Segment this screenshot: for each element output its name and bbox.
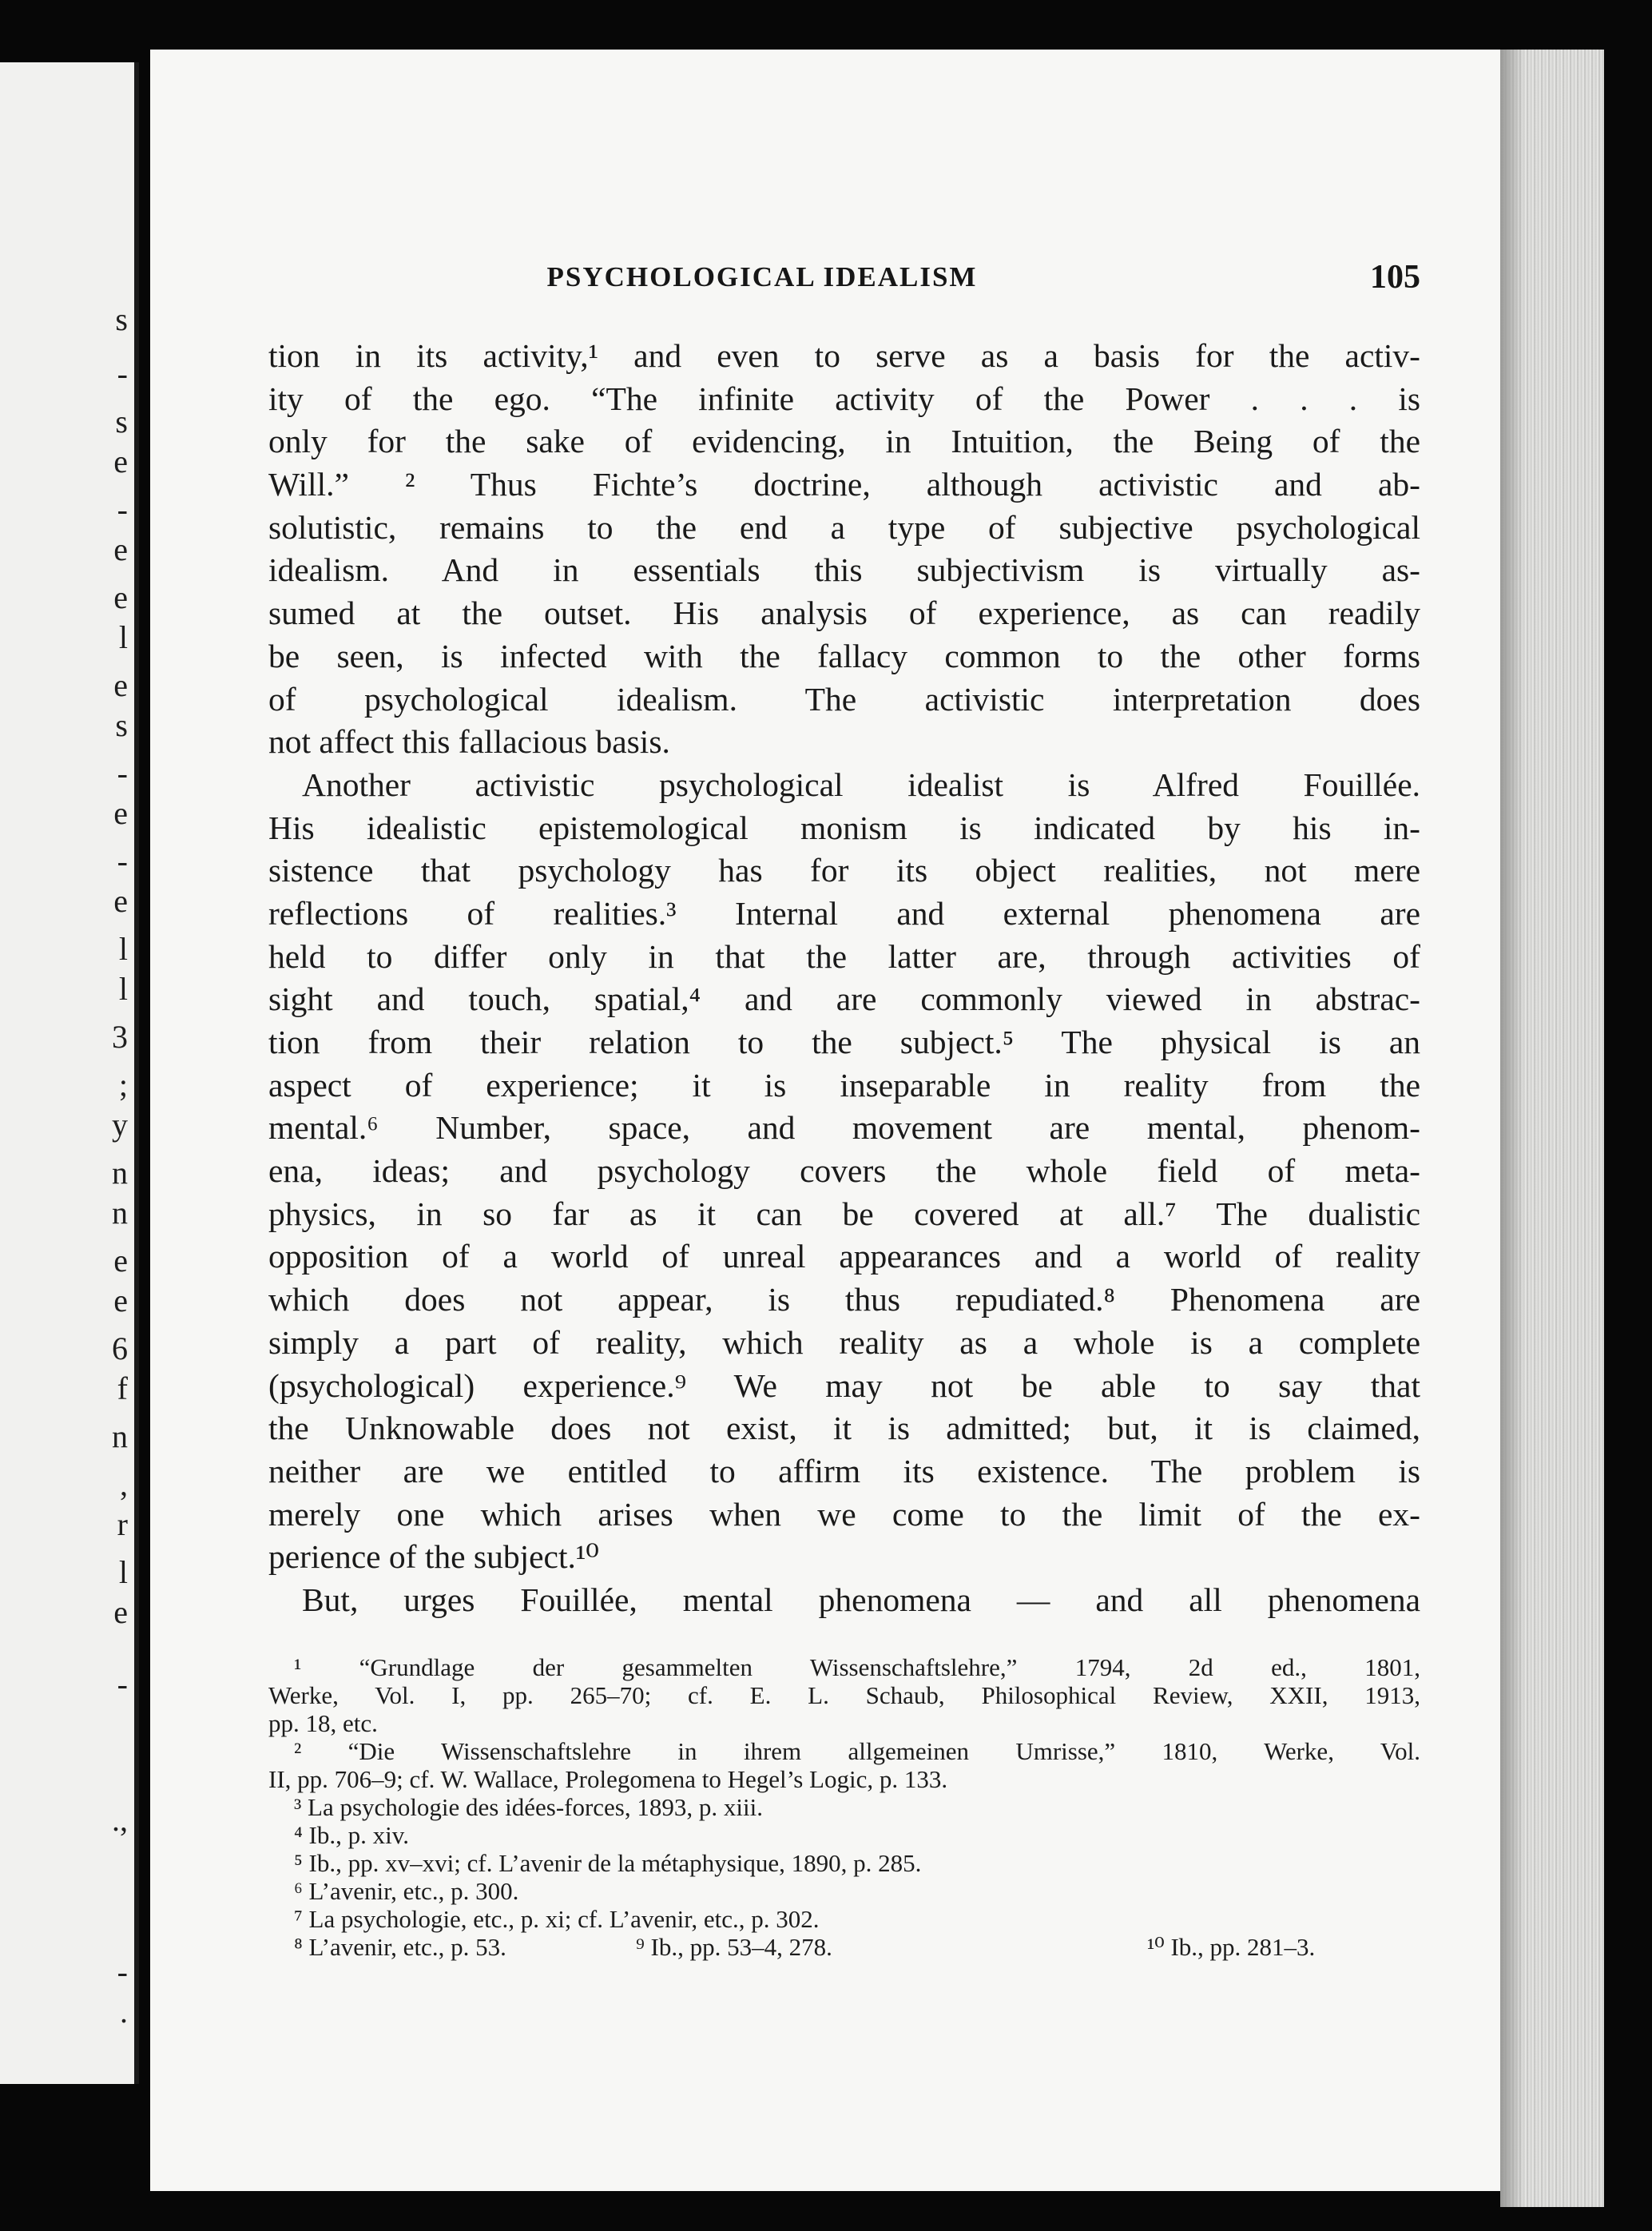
facing-page-char: - <box>117 1666 128 1702</box>
facing-page-char: . <box>120 1994 128 2030</box>
facing-page-char: e <box>113 1283 128 1318</box>
text-line: solutistic, remains to the end a type of subjective psychological <box>268 508 1420 546</box>
text-line: His idealistic epistemological monism is indicated by his in- <box>268 809 1420 846</box>
text-line: ity of the ego. “The infinite activity of the Power . . . is <box>268 380 1420 417</box>
text-line: be seen, is infected with the fallacy common to the other forms <box>268 637 1420 674</box>
facing-page-char: e <box>113 443 128 479</box>
footnote-9: ⁹ Ib., pp. 53–4, 278. <box>636 1933 832 1961</box>
facing-page-char: l <box>118 971 128 1007</box>
facing-page-char: e <box>113 883 128 919</box>
footnotes <box>268 1653 1420 1961</box>
text-line: simply a part of reality, which reality as a whole is a complete <box>268 1323 1420 1361</box>
text-line: sumed at the outset. His analysis of experience, as can readily <box>268 595 1420 632</box>
text-line: ena, ideas; and psychology covers the whole field of meta- <box>268 1152 1420 1190</box>
facing-page-char: - <box>117 1954 128 1990</box>
facing-page-char: ., <box>112 1802 128 1838</box>
facing-page-char: l <box>118 931 128 967</box>
book-page <box>150 50 1500 2191</box>
facing-page-char: r <box>117 1506 128 1542</box>
facing-page-char: ; <box>118 1067 128 1103</box>
page-stack-edge <box>1500 50 1604 2207</box>
text-line: held to differ only in that the latter are, through activities of <box>268 937 1420 975</box>
text-line: reflections of realities.³ Internal and external phenomena are <box>268 894 1420 932</box>
text-line: which does not appear, is thus repudiated.⁸ Phenomena are <box>268 1281 1420 1318</box>
running-head-title: PSYCHOLOGICAL IDEALISM <box>546 261 978 292</box>
text-line: Will.” ² Thus Fichte’s doctrine, although activistic and ab- <box>268 466 1420 503</box>
footnote-10: ¹⁰ Ib., pp. 281–3. <box>1147 1933 1316 1961</box>
facing-page-char: 6 <box>112 1330 128 1366</box>
facing-page-char: l <box>118 1554 128 1590</box>
facing-page-char: s <box>115 301 128 337</box>
facing-page-char: e <box>113 1594 128 1630</box>
facing-page-char: n <box>112 1195 128 1231</box>
text-line: Another activistic psychological idealist is Alfred Fouillée. <box>302 766 1420 803</box>
footnote-line: ¹ “Grundlage der gesammelten Wissenschaftslehre,” 1794, 2d ed., 1801, <box>294 1653 1420 1681</box>
footnote-row <box>268 1933 1420 1961</box>
facing-page-char: - <box>117 491 128 527</box>
text-line: only for the sake of evidencing, in Intuition, the Being of the <box>268 423 1420 460</box>
facing-page-char: - <box>117 356 128 392</box>
text-line: tion in its activity,¹ and even to serve as a basis for the activ- <box>268 337 1420 374</box>
facing-page-char: e <box>113 531 128 567</box>
footnote-line: pp. 18, etc. <box>268 1709 378 1737</box>
footnote-line: ³ La psychologie des idées-forces, 1893, p. xiii. <box>294 1793 763 1821</box>
footnote-line: ⁷ La psychologie, etc., p. xi; cf. L’avenir, etc., p. 302. <box>294 1905 820 1933</box>
text-line: physics, in so far as it can be covered at all.⁷ The dualistic <box>268 1195 1420 1232</box>
facing-page-char: l <box>118 619 128 655</box>
text-line: neither are we entitled to affirm its existence. The problem is <box>268 1452 1420 1489</box>
text-line: of psychological idealism. The activistic interpretation does <box>268 680 1420 718</box>
footnote-line: II, pp. 706–9; cf. W. Wallace, Prolegomena to Hegel’s Logic, p. 133. <box>268 1765 948 1793</box>
text-line: idealism. And in essentials this subjectivism is virtually as- <box>268 551 1420 589</box>
facing-page-char: n <box>112 1155 128 1191</box>
facing-page-char: e <box>113 1243 128 1279</box>
facing-page-char: e <box>113 667 128 703</box>
facing-page-char: n <box>112 1418 128 1454</box>
page-edge-shadow <box>1500 50 1524 2207</box>
text-line: But, urges Fouillée, mental phenomena — and all phenomena <box>302 1581 1420 1618</box>
facing-page-char: - <box>117 843 128 879</box>
facing-page-char: f <box>117 1370 128 1406</box>
facing-page-char: e <box>113 795 128 831</box>
footnote-line: ⁵ Ib., pp. xv–xvi; cf. L’avenir de la métaphysique, 1890, p. 285. <box>294 1849 922 1877</box>
footnote-line: ⁴ Ib., p. xiv. <box>294 1821 409 1849</box>
facing-page-edge <box>0 62 139 2084</box>
text-line: perience of the subject.¹⁰ <box>268 1538 599 1576</box>
text-line: opposition of a world of unreal appearances and a world of reality <box>268 1238 1420 1275</box>
text-line: sistence that psychology has for its object realities, not mere <box>268 852 1420 889</box>
facing-page-char: y <box>112 1107 128 1143</box>
text-line: (psychological) experience.⁹ We may not be able to say that <box>268 1366 1420 1404</box>
running-head <box>266 253 1420 301</box>
text-line: not affect this fallacious basis. <box>268 723 670 761</box>
footnote-line: ² “Die Wissenschaftslehre in ihrem allgemeinen Umrisse,” 1810, Werke, Vol. <box>294 1737 1420 1765</box>
text-line: merely one which arises when we come to the limit of the ex- <box>268 1495 1420 1533</box>
text-line: aspect of experience; it is inseparable in reality from the <box>268 1066 1420 1104</box>
text-line: mental.⁶ Number, space, and movement are mental, phenom- <box>268 1109 1420 1147</box>
facing-page-char: 3 <box>112 1019 128 1055</box>
text-line: the Unknowable does not exist, it is admitted; but, it is claimed, <box>268 1410 1420 1447</box>
facing-page-char: e <box>113 579 128 615</box>
facing-page-char: s <box>115 707 128 743</box>
footnote-line: ⁶ L’avenir, etc., p. 300. <box>294 1877 519 1905</box>
text-line: sight and touch, spatial,⁴ and are commonly viewed in abstrac- <box>268 980 1420 1018</box>
footnote-8: ⁸ L’avenir, etc., p. 53. <box>294 1933 506 1961</box>
facing-page-char: s <box>115 404 128 439</box>
text-line: tion from their relation to the subject.⁵ The physical is an <box>268 1024 1420 1060</box>
footnote-line: Werke, Vol. I, pp. 265–70; cf. E. L. Schaub, Philosophical Review, XXII, 1913, <box>268 1681 1420 1709</box>
body-text <box>268 335 1420 1622</box>
facing-page-char: , <box>120 1466 128 1502</box>
page-number: 105 <box>1370 259 1420 296</box>
facing-page-char: - <box>117 755 128 791</box>
